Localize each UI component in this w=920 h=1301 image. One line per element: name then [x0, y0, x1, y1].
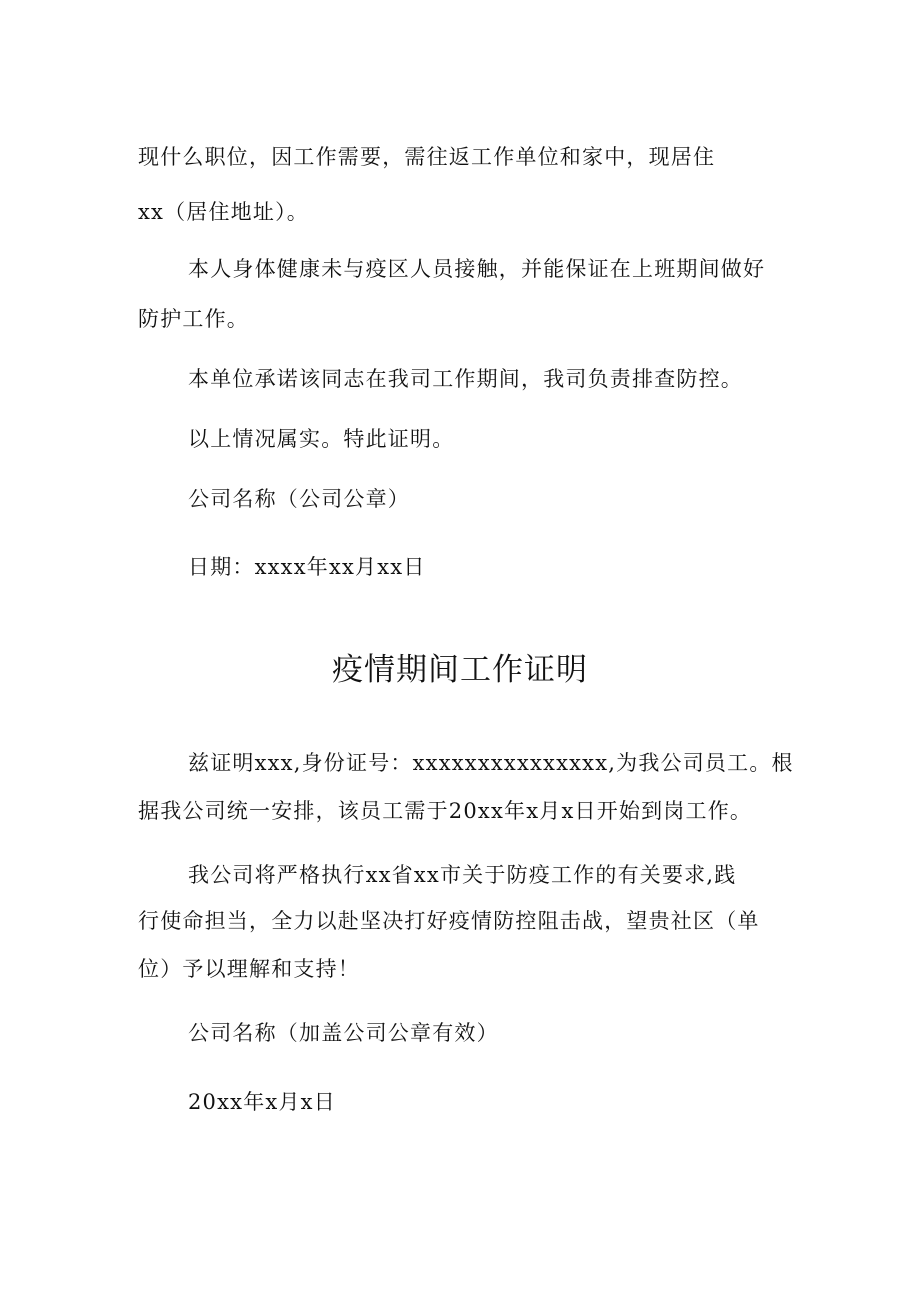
- certificate-paragraph-2-line-2: 行使命担当，全力以赴坚决打好疫情防控阻击战，望贵社区（单: [138, 909, 760, 933]
- prev-paragraph-line-2: xx（居住地址）。: [138, 200, 309, 224]
- certification-statement: 以上情况属实。特此证明。: [188, 427, 455, 451]
- certificate-date: 20xx年x月x日: [188, 1090, 336, 1114]
- health-statement-line-2: 防护工作。: [138, 307, 249, 331]
- certificate-paragraph-1-line-1: 兹证明xxx,身份证号：xxxxxxxxxxxxxxx,为我公司员工。根: [188, 751, 794, 775]
- certificate-paragraph-2-line-3: 位）予以理解和支持！: [138, 957, 360, 981]
- certificate-paragraph-1-line-2: 据我公司统一安排，该员工需于20xx年x月x日开始到岗工作。: [138, 799, 753, 823]
- date-line: 日期：xxxx年xx月xx日: [188, 555, 426, 579]
- certificate-title: 疫情期间工作证明: [332, 652, 588, 688]
- certificate-company-name: 公司名称（加盖公司公章有效）: [188, 1021, 499, 1045]
- unit-commitment: 本单位承诺该同志在我司工作期间，我司负责排查防控。: [188, 367, 743, 391]
- health-statement-line-1: 本人身体健康未与疫区人员接触，并能保证在上班期间做好: [188, 257, 766, 281]
- company-name-seal: 公司名称（公司公章）: [188, 487, 410, 511]
- prev-paragraph-line-1: 现什么职位，因工作需要，需往返工作单位和家中，现居住: [138, 145, 716, 169]
- certificate-paragraph-2-line-1: 我公司将严格执行xx省xx市关于防疫工作的有关要求,践: [188, 863, 737, 887]
